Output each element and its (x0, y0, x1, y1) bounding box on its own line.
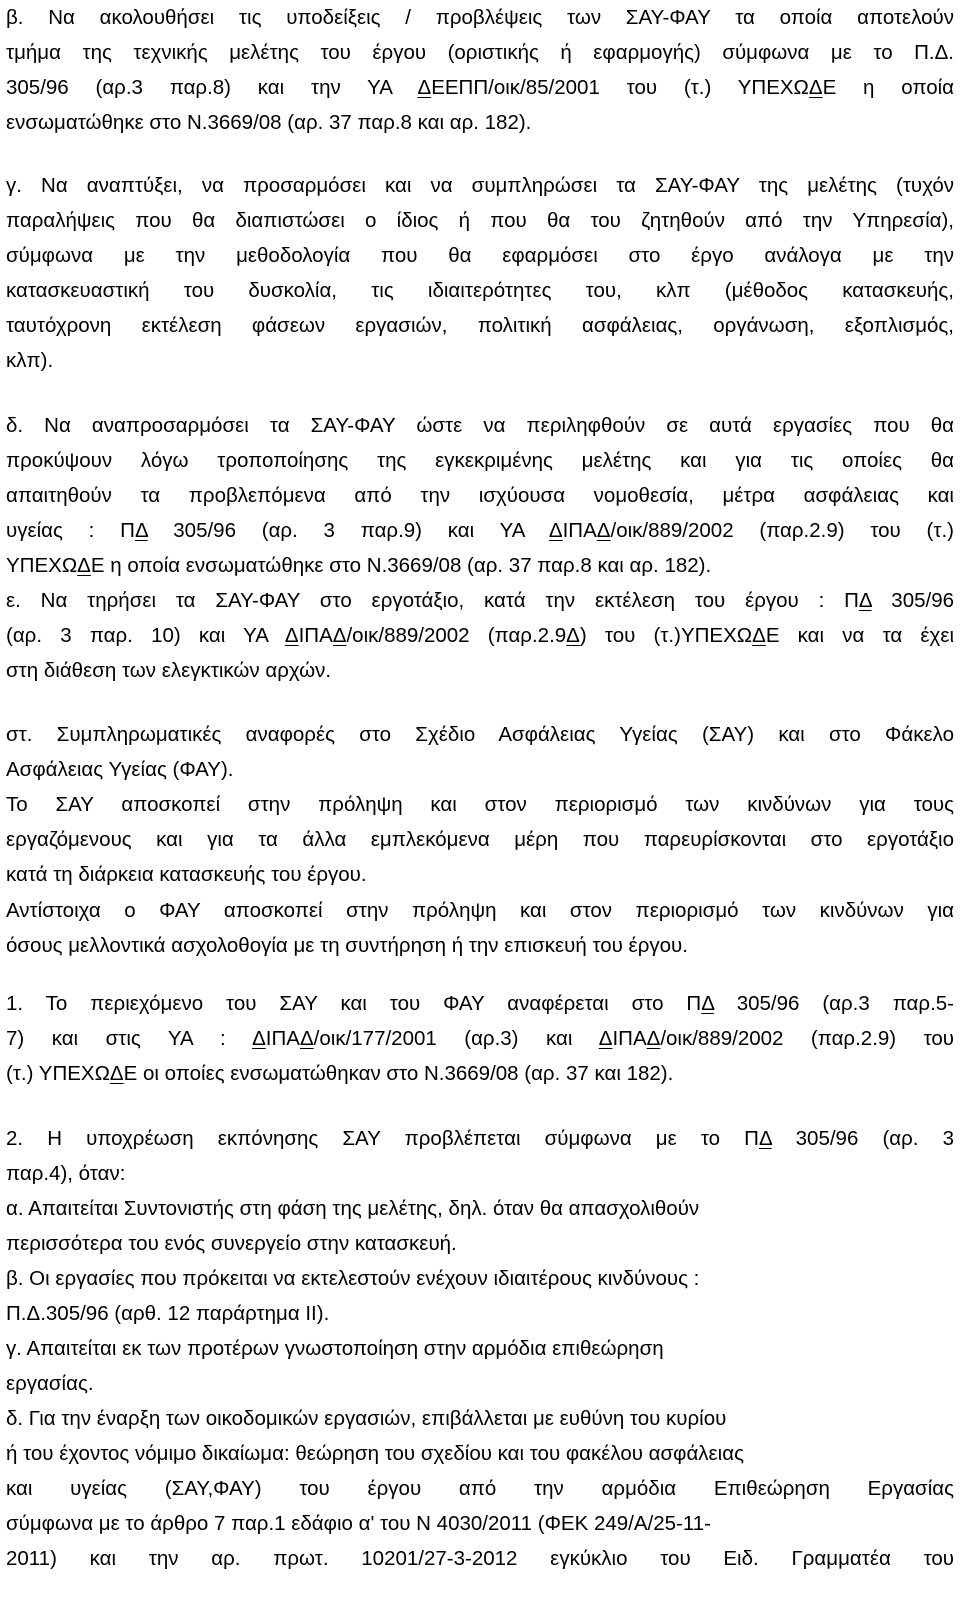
text-line: γ. Απαιτείται εκ των προτέρων γνωστοποίηση στην αρμόδια επιθεώρηση (6, 1337, 664, 1360)
text-line: προκύψουν λόγω τροποποίησης της εγκεκριμένης μελέτης και για τις οποίες θα (6, 449, 954, 472)
text-line: όσους μελλοντικά ασχολοθογία με τη συντήρηση ή την επισκευή του έργου. (6, 934, 688, 957)
paragraph (6, 893, 954, 963)
text-line: εργασίας. (6, 1372, 94, 1395)
text-line: στ. Συμπληρωματικές αναφορές στο Σχέδιο Ασφάλειας Υγείας (ΣΑΥ) και στο Φάκελο (6, 723, 954, 746)
paragraph (6, 408, 954, 688)
text-line: 305/96 (αρ.3 παρ.8) και την ΥΑ ΔΕΕΠΠ/οικ/85/2001 του (τ.) ΥΠΕΧΩΔΕ η οποία (6, 76, 954, 99)
text-line: 7) και στις ΥΑ : ΔΙΠΑΔ/οικ/177/2001 (αρ.3) και ΔΙΠΑΔ/οικ/889/2002 (παρ.2.9) του (6, 1027, 955, 1050)
paragraph (6, 168, 954, 378)
text-line: ταυτόχρονη εκτέλεση φάσεων εργασιών, πολιτική ασφάλειας, οργάνωση, εξοπλισμός, (6, 314, 954, 337)
text-line: απαιτηθούν τα προβλεπόμενα από την ισχύουσα νομοθεσία, μέτρα ασφάλειας και (6, 484, 954, 507)
paragraph (6, 1121, 954, 1576)
text-line: παρ.4), όταν: (6, 1162, 126, 1185)
paragraph (6, 986, 954, 1091)
text-line: Αντίστοιχα ο ΦΑΥ αποσκοπεί στην πρόληψη και στον περιορισμό των κινδύνων για (6, 899, 954, 922)
text-line: Π.Δ.305/96 (αρθ. 12 παράρτημα ΙΙ). (6, 1302, 330, 1325)
text-line: β. Οι εργασίες που πρόκειται να εκτελεστούν ενέχουν ιδιαιτέρους κινδύνους : (6, 1267, 700, 1290)
text-line: και υγείας (ΣΑΥ,ΦΑΥ) του έργου από την αρμόδια Επιθεώρηση Εργασίας (6, 1477, 954, 1500)
text-line: εργαζόμενους και για τα άλλα εμπλεκόμενα μέρη που παρευρίσκονται στο εργοτάξιο (6, 828, 954, 851)
paragraph (6, 717, 954, 892)
text-line: δ. Να αναπροσαρμόσει τα ΣΑΥ-ΦΑΥ ώστε να περιληφθούν σε αυτά εργασίες που θα (6, 414, 954, 437)
text-line: α. Απαιτείται Συντονιστής στη φάση της μελέτης, δηλ. όταν θα απασχολιθούν (6, 1197, 700, 1220)
text-line: ΥΠΕΧΩΔΕ η οποία ενσωματώθηκε στο Ν.3669/08 (αρ. 37 παρ.8 και αρ. 182). (6, 554, 712, 577)
text-line: περισσότερα του ενός συνεργείο στην κατασκευή. (6, 1232, 457, 1255)
text-line: (αρ. 3 παρ. 10) και ΥΑ ΔΙΠΑΔ/οικ/889/2002 (παρ.2.9Δ) του (τ.)ΥΠΕΧΩΔΕ και να τα έχει (6, 624, 955, 647)
text-line: στη διάθεση των ελεγκτικών αρχών. (6, 659, 332, 682)
text-line: ή του έχοντος νόμιμο δικαίωμα: θεώρηση του σχεδίου και του φακέλου ασφάλειας (6, 1442, 744, 1465)
text-line: σύμφωνα με την μεθοδολογία που θα εφαρμόσει στο έργο ανάλογα με την (6, 244, 954, 267)
text-line: 2. Η υποχρέωση εκπόνησης ΣΑΥ προβλέπεται σύμφωνα με το ΠΔ 305/96 (αρ. 3 (6, 1127, 954, 1150)
text-line: β. Να ακολουθήσει τις υποδείξεις / προβλέψεις των ΣΑΥ-ΦΑΥ τα οποία αποτελούν (6, 6, 954, 29)
text-line: 2011) και την αρ. πρωτ. 10201/27-3-2012 εγκύκλιο του Ειδ. Γραμματέα του (6, 1547, 954, 1570)
text-line: δ. Για την έναρξη των οικοδομικών εργασιών, επιβάλλεται με ευθύνη του κυρίου (6, 1407, 727, 1430)
text-line: ε. Να τηρήσει τα ΣΑΥ-ΦΑΥ στο εργοτάξιο, κατά την εκτέλεση του έργου : ΠΔ 305/96 (6, 589, 954, 612)
text-line: ενσωματώθηκε στο Ν.3669/08 (αρ. 37 παρ.8 και αρ. 182). (6, 111, 532, 134)
text-line: 1. Το περιεχόμενο του ΣΑΥ και του ΦΑΥ αναφέρεται στο ΠΔ 305/96 (αρ.3 παρ.5- (6, 992, 954, 1015)
text-line: υγείας : ΠΔ 305/96 (αρ. 3 παρ.9) και ΥΑ ΔΙΠΑΔ/οικ/889/2002 (παρ.2.9) του (τ.) (6, 519, 954, 542)
text-line: Το ΣΑΥ αποσκοπεί στην πρόληψη και στον περιορισμό των κινδύνων για τους (6, 793, 954, 816)
text-line: τμήμα της τεχνικής μελέτης του έργου (οριστικής ή εφαρμογής) σύμφωνα με το Π.Δ. (6, 41, 954, 64)
text-line: γ. Να αναπτύξει, να προσαρμόσει και να συμπληρώσει τα ΣΑΥ-ΦΑΥ της μελέτης (τυχόν (6, 174, 954, 197)
text-line: κλπ). (6, 349, 54, 372)
text-line: Ασφάλειας Υγείας (ΦΑΥ). (6, 758, 234, 781)
paragraph (6, 0, 954, 140)
text-line: παραλήψεις που θα διαπιστώσει ο ίδιος ή που θα του ζητηθούν από την Υπηρεσία), (6, 209, 954, 232)
text-line: κατά τη διάρκεια κατασκευής του έργου. (6, 863, 367, 886)
text-line: (τ.) ΥΠΕΧΩΔΕ οι οποίες ενσωματώθηκαν στο Ν.3669/08 (αρ. 37 και 182). (6, 1062, 674, 1085)
text-line: σύμφωνα με το άρθρο 7 παρ.1 εδάφιο α' του Ν 4030/2011 (ΦΕΚ 249/Α/25-11- (6, 1512, 711, 1535)
text-line: κατασκευαστική του δυσκολία, τις ιδιαιτερότητες του, κλπ (μέθοδος κατασκευής, (6, 279, 954, 302)
